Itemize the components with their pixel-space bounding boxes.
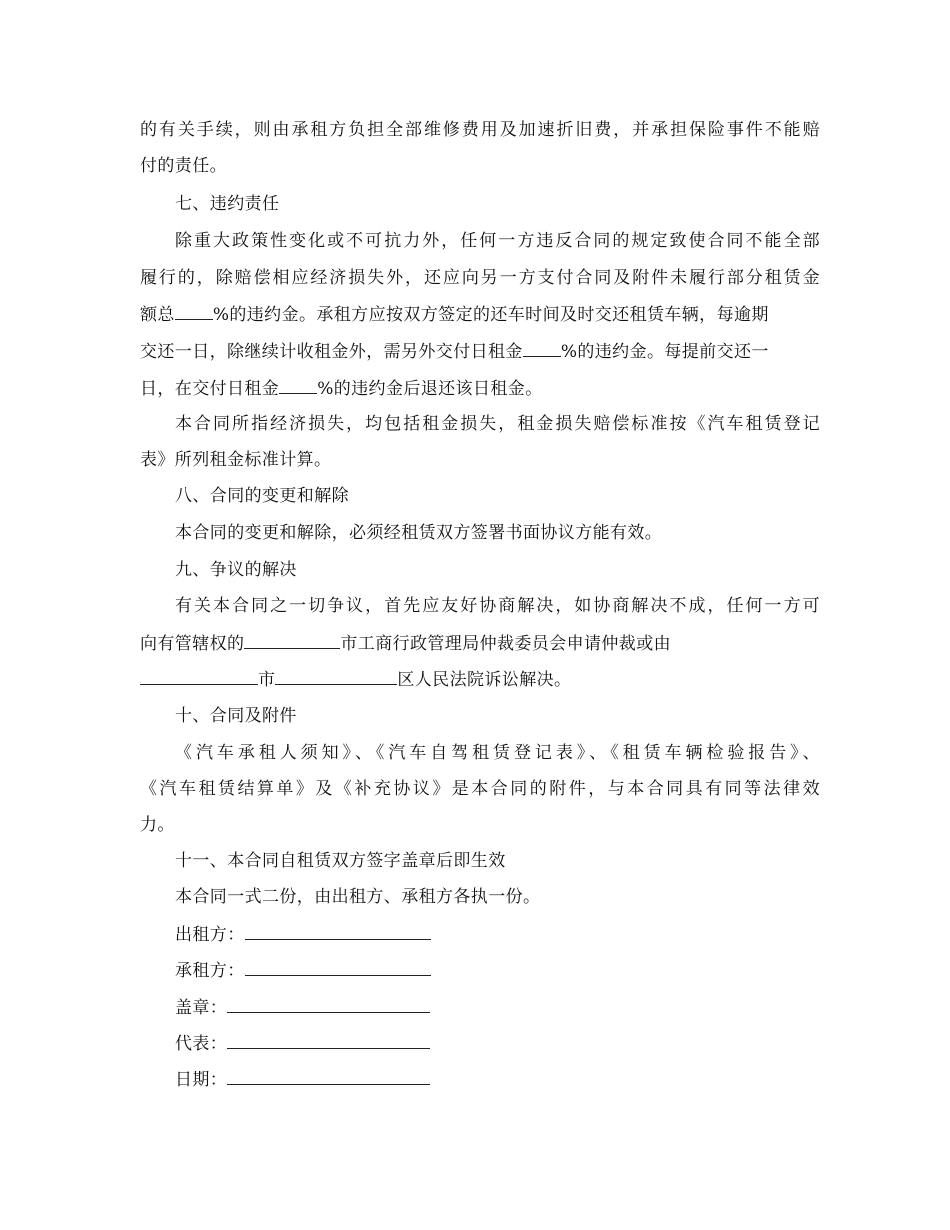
signature-label: 日期： xyxy=(175,1070,228,1090)
signature-label: 代表： xyxy=(175,1034,228,1054)
signature-representative xyxy=(175,1031,855,1056)
section-heading-10: 十、合同及附件 xyxy=(175,706,297,726)
signature-label: 出租方： xyxy=(175,925,245,945)
text-line: 本合同一式二份，由出租方、承租方各执一份。 xyxy=(175,887,541,907)
text-line xyxy=(175,229,820,253)
section-heading-8: 八、合同的变更和解除 xyxy=(175,486,349,506)
text-line: 付的责任。 xyxy=(140,156,227,176)
signature-blank[interactable] xyxy=(245,922,431,940)
text-line: 《汽车租赁结算单》及《补充协议》是本合同的附件，与本合同具有同等法律效 xyxy=(140,779,820,799)
text-line xyxy=(140,667,820,692)
text-span: 额总 xyxy=(140,305,175,325)
fill-blank[interactable] xyxy=(279,376,317,394)
signature-lessor xyxy=(175,922,855,947)
section-heading-7: 七、违约责任 xyxy=(175,194,280,214)
text-span: 区人民法院诉讼解决。 xyxy=(397,670,572,690)
text-line: 有关本合同之一切争议，首先应友好协商解决，如协商解决不成，任何一方可 xyxy=(175,596,820,616)
fill-blank[interactable] xyxy=(275,667,397,685)
signature-blank[interactable] xyxy=(227,1031,430,1049)
signature-date xyxy=(175,1067,855,1092)
text-span: %的违约金。承租方应按双方签定的还车时间及时交还租赁车辆，每逾期 xyxy=(212,305,769,325)
signature-seal xyxy=(175,995,855,1020)
text-span: 市 xyxy=(258,670,276,690)
text-line: 力。 xyxy=(140,815,175,835)
text-line: 表》所列租金标准计算。 xyxy=(140,450,332,470)
text-span: 日，在交付日租金 xyxy=(140,379,280,399)
text-span: 向有管辖权的 xyxy=(140,634,245,654)
fill-blank[interactable] xyxy=(244,631,340,649)
text-line xyxy=(140,376,820,401)
signature-label: 盖章： xyxy=(175,998,228,1018)
fill-blank[interactable] xyxy=(175,302,213,320)
text-span: 交还一日，除继续计收租金外，需另外交付日租金 xyxy=(140,342,523,362)
text-line xyxy=(140,631,820,656)
text-span: %的违约金。每提前交还一 xyxy=(560,342,769,362)
fill-blank[interactable] xyxy=(140,667,258,685)
signature-blank[interactable] xyxy=(245,958,431,976)
signature-blank[interactable] xyxy=(227,995,430,1013)
text-line: 履行的，除赔偿相应经济损失外，还应向另一方支付合同及附件未履行部分租赁金 xyxy=(140,268,820,288)
text-line: 本合同所指经济损失，均包括租金损失，租金损失赔偿标准按《汽车租赁登记 xyxy=(175,414,820,434)
text-span: 除重大政策性变化或不可抗力外，任何一方违反合同的规定致使合同不能全部 xyxy=(175,231,820,251)
text-line xyxy=(140,302,820,327)
section-heading-11: 十一、本合同自租赁双方签字盖章后即生效 xyxy=(175,851,506,871)
signature-lessee xyxy=(175,958,855,983)
text-span: %的违约金后退还该日租金。 xyxy=(317,379,543,399)
text-line: 《汽车承租人须知》、《汽车自驾租赁登记表》、《租赁车辆检验报告》、 xyxy=(175,743,820,763)
text-line: 本合同的变更和解除，必须经租赁双方签署书面协议方能有效。 xyxy=(175,523,663,543)
text-span: 市工商行政管理局仲裁委员会申请仲裁或由 xyxy=(340,634,672,654)
text-line xyxy=(140,339,820,364)
signature-label: 承租方： xyxy=(175,961,245,981)
text-line: 的有关手续，则由承租方负担全部维修费用及加速折旧费，并承担保险事件不能赔 xyxy=(140,120,820,140)
fill-blank[interactable] xyxy=(523,339,561,357)
section-heading-9: 九、争议的解决 xyxy=(175,560,297,580)
signature-blank[interactable] xyxy=(227,1067,430,1085)
